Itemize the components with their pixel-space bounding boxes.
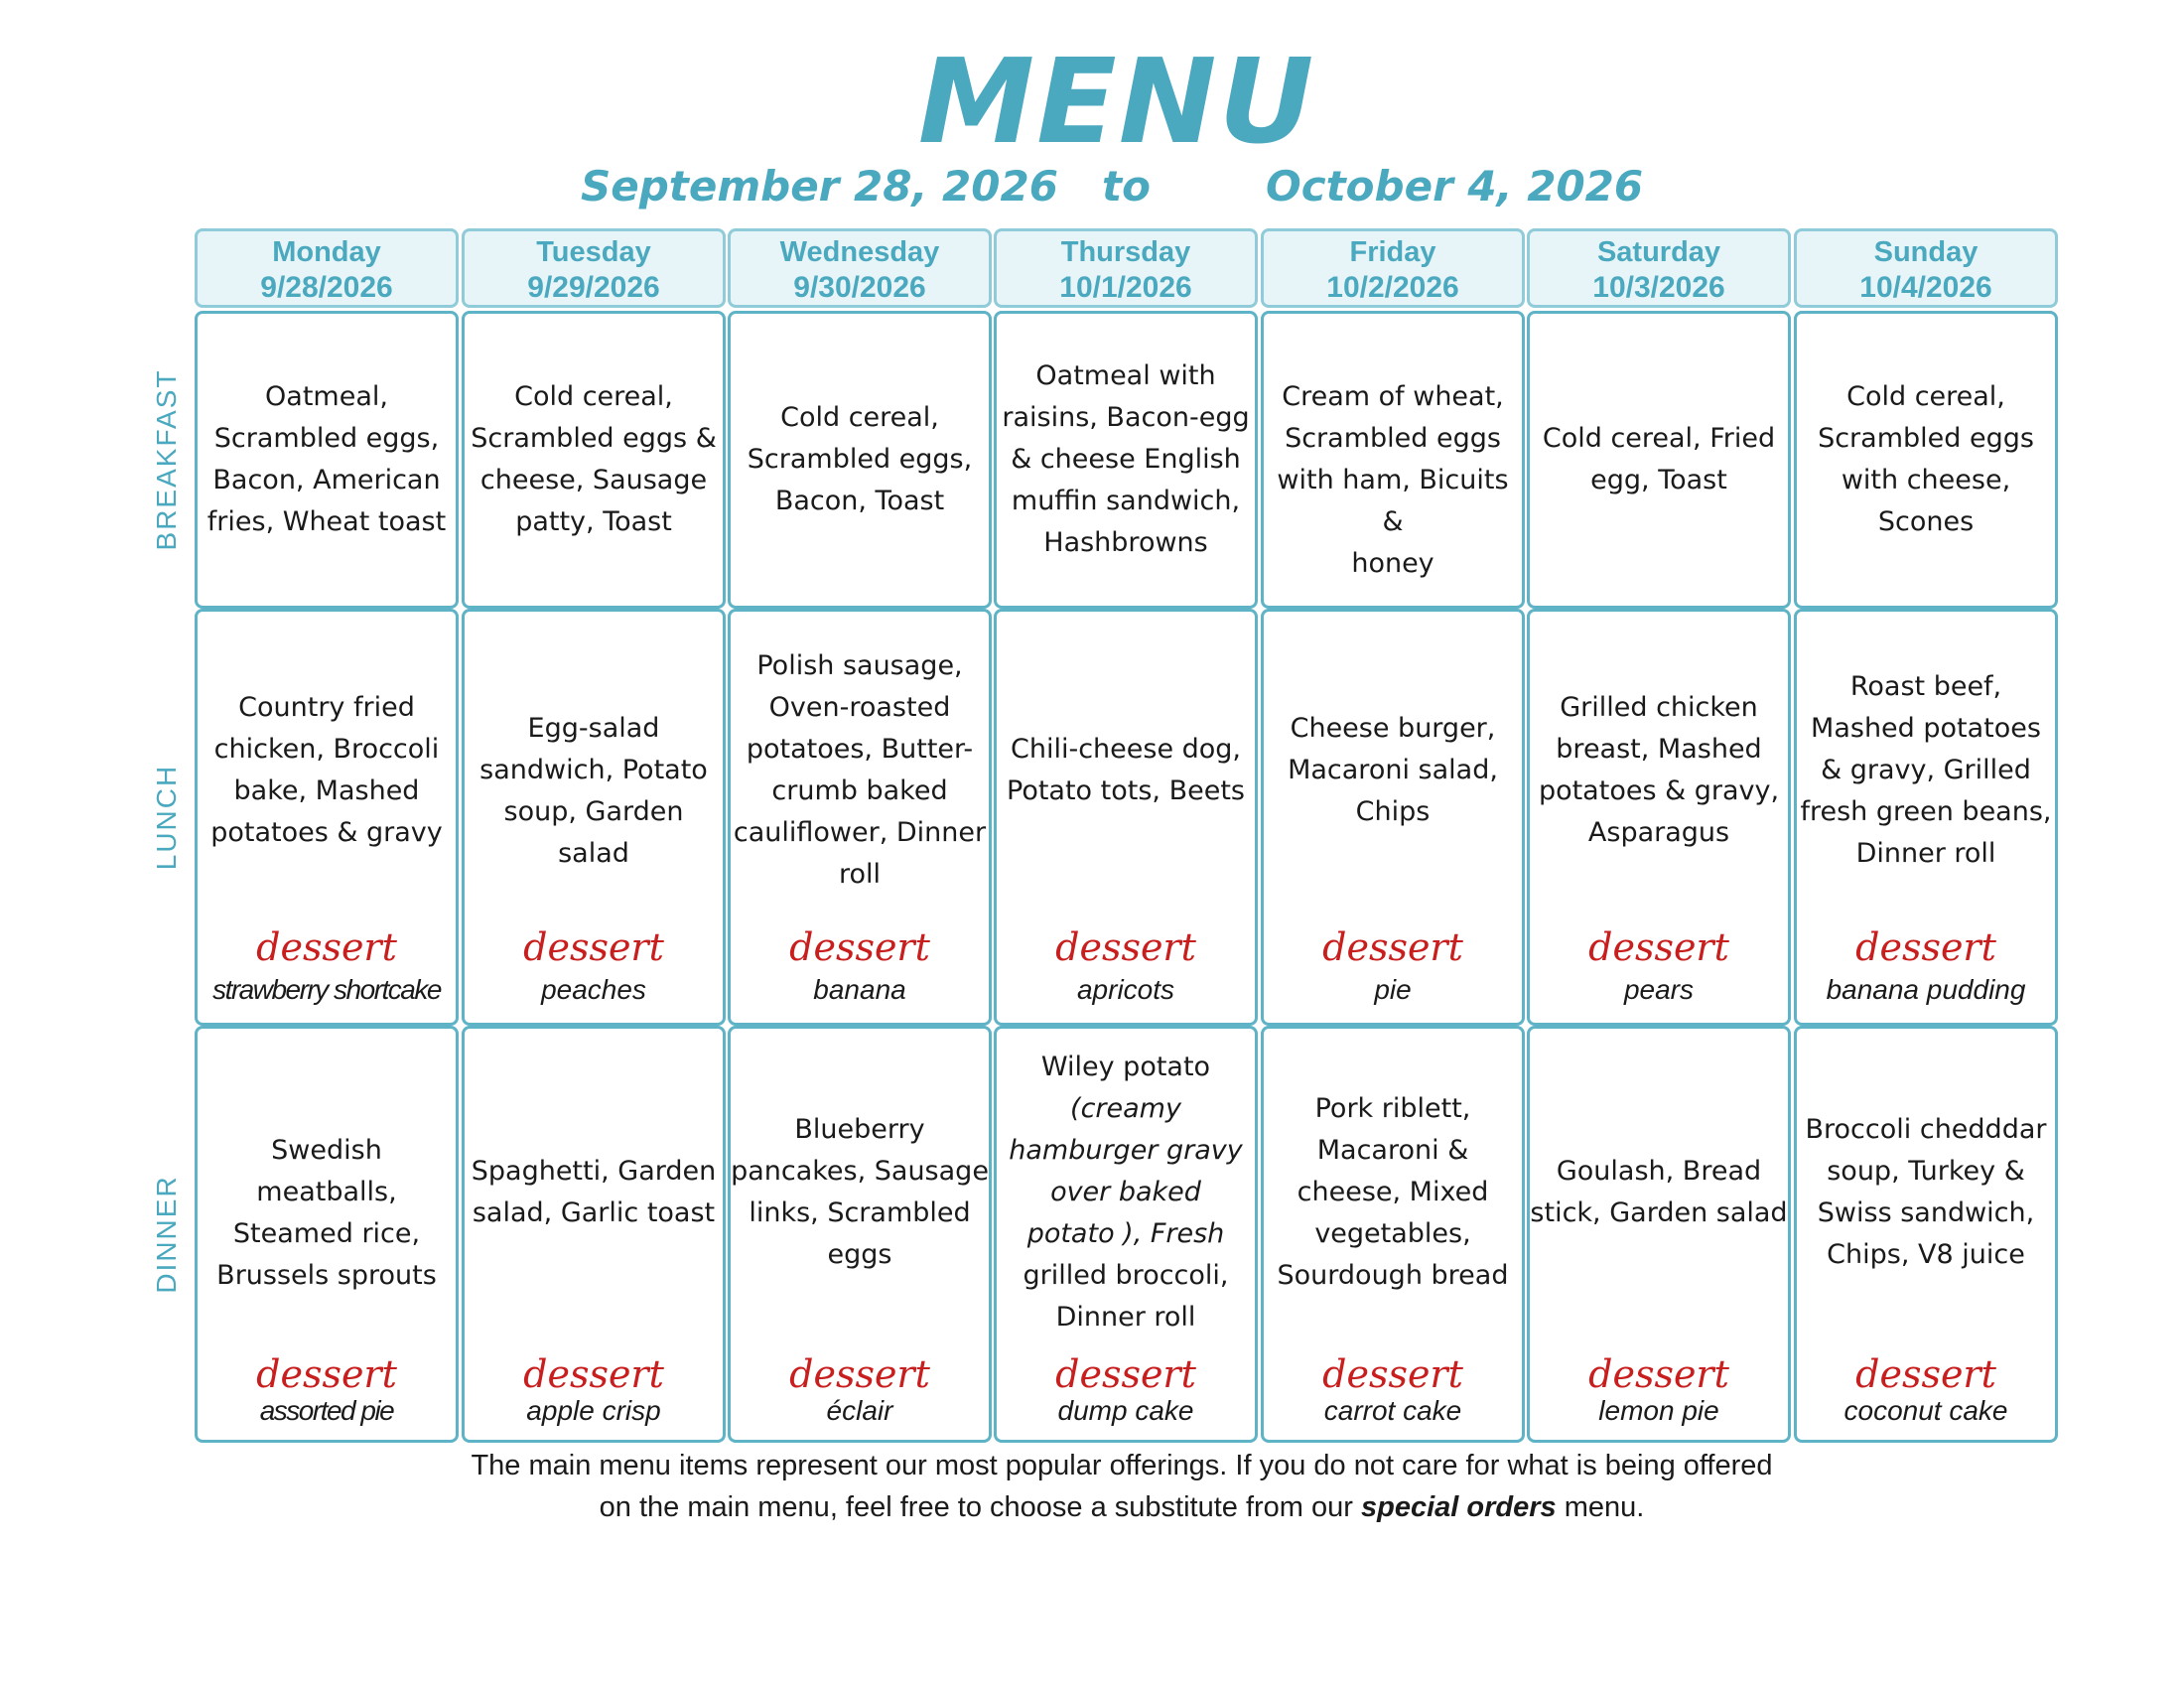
dessert-item: éclair (826, 1395, 893, 1426)
menu-item-line: Pork riblett, (1314, 1093, 1471, 1124)
dessert-label: dessert (1322, 925, 1463, 969)
menu-item-line: eggs (827, 1239, 892, 1270)
dessert-item: banana pudding (1826, 974, 2026, 1005)
menu-item-line: potatoes & gravy, (1538, 775, 1780, 806)
dessert-item: pie (1374, 974, 1412, 1005)
menu-item-line: Bacon, Toast (774, 486, 945, 516)
menu-item-line: Oatmeal with (1035, 360, 1216, 391)
lunch-items (198, 687, 456, 854)
menu-item-line: pancakes, Sausage (731, 1156, 989, 1187)
lunch-cell-sunday (1794, 609, 2058, 1026)
dinner-items (1264, 1088, 1522, 1297)
dinner-cell-friday (1261, 1026, 1525, 1443)
menu-item-line: egg, Toast (1590, 465, 1727, 495)
menu-item-line: Cold cereal, (514, 381, 673, 412)
menu-item-line: bake, Mashed (233, 775, 420, 806)
menu-item-line: Scrambled eggs (1818, 423, 2034, 454)
menu-item-line: Country fried (238, 692, 415, 723)
special-orders-text: special orders (1360, 1491, 1557, 1523)
menu-item-line: breast, Mashed (1556, 734, 1762, 765)
day-header-saturday (1527, 228, 1791, 308)
menu-item-line: chicken, Broccoli (213, 734, 440, 765)
menu-item-line: cheese, Sausage (479, 465, 708, 495)
dessert-label: dessert (789, 925, 930, 969)
menu-item-line: Cold cereal, (1846, 381, 2005, 412)
breakfast-items (198, 376, 456, 543)
dessert-item: dump cake (1057, 1395, 1194, 1426)
day-date: 10/4/2026 (1859, 271, 1992, 304)
day-date: 9/28/2026 (260, 271, 393, 304)
day-header-friday (1261, 228, 1525, 308)
breakfast-items (1530, 418, 1788, 501)
dessert-item: coconut cake (1843, 1395, 2008, 1426)
dessert-label: dessert (256, 925, 397, 969)
dinner-items (1530, 1151, 1788, 1234)
menu-item-line: Polish sausage, (756, 650, 963, 681)
menu-item-line: Scrambled eggs, (747, 444, 973, 475)
day-name: Wednesday (779, 236, 940, 268)
menu-item-line: crumb baked (771, 775, 948, 806)
footer-note (377, 1445, 1866, 1528)
dinner-items (198, 1130, 456, 1297)
day-header-sunday (1794, 228, 2058, 308)
menu-item-line: salad, Garlic toast (472, 1197, 716, 1228)
menu-item-line: Blueberry (794, 1114, 925, 1145)
dinner-cell-thursday (994, 1026, 1258, 1443)
footer-line-2: on the main menu, feel free to choose a substitute from our special orders menu. (599, 1491, 1645, 1523)
dessert-label: dessert (256, 1352, 397, 1396)
breakfast-cell-friday (1261, 311, 1525, 609)
menu-item-line: Hashbrowns (1043, 527, 1208, 558)
menu-item-line: raisins, Bacon-egg (1002, 402, 1250, 433)
menu-title: MENU (917, 33, 1316, 170)
dinner-items (997, 1047, 1255, 1338)
day-date: 10/1/2026 (1059, 271, 1192, 304)
day-name: Saturday (1596, 236, 1721, 268)
menu-item-line: Cheese burger, (1290, 713, 1496, 744)
dessert-item: apricots (1076, 974, 1175, 1005)
menu-item-line: Sourdough bread (1277, 1260, 1509, 1291)
menu-item-line: soup, Turkey & (1827, 1156, 2025, 1187)
day-name: Tuesday (536, 236, 651, 268)
dinner-cell-tuesday (462, 1026, 726, 1443)
lunch-cell-friday (1261, 609, 1525, 1026)
menu-item-line: stick, Garden salad (1530, 1197, 1788, 1228)
menu-item-line: grilled broccoli, (1023, 1260, 1229, 1291)
menu-item-line: Spaghetti, Garden (471, 1156, 717, 1187)
menu-item-line: Swedish meatballs, (256, 1135, 397, 1207)
lunch-cell-monday (195, 609, 459, 1026)
menu-item-line: Mashed potatoes (1811, 713, 2041, 744)
day-header-wednesday (728, 228, 992, 308)
lunch-cell-wednesday (728, 609, 992, 1026)
lunch-cell-thursday (994, 609, 1258, 1026)
menu-item-line: Macaroni salad, (1288, 755, 1498, 785)
day-date: 10/3/2026 (1592, 271, 1725, 304)
menu-item-line: Brussels sprouts (216, 1260, 437, 1291)
breakfast-items (1797, 376, 2055, 543)
dinner-cell-sunday (1794, 1026, 2058, 1443)
dessert-item: strawberry shortcake (212, 974, 441, 1005)
day-name: Friday (1349, 236, 1436, 268)
menu-item-line: sandwich, Potato (479, 755, 708, 785)
breakfast-items (997, 355, 1255, 564)
menu-item-line: Scrambled eggs & (471, 423, 717, 454)
menu-item-line: Potato tots, Beets (1007, 775, 1245, 806)
dessert-label: dessert (1322, 1352, 1463, 1396)
lunch-cell-saturday (1527, 609, 1791, 1026)
lunch-items (1530, 687, 1788, 854)
dinner-cell-monday (195, 1026, 459, 1443)
menu-item-line: Chili-cheese dog, (1010, 734, 1242, 765)
menu-item-line: Wiley potato (1040, 1052, 1211, 1082)
menu-item-line: Scones (1877, 506, 1975, 537)
day-name: Sunday (1873, 236, 1979, 268)
menu-item-line: Asparagus (1587, 817, 1730, 848)
menu-item-line: Macaroni & (1316, 1135, 1469, 1166)
menu-item-line: Swiss sandwich, (1817, 1197, 2035, 1228)
breakfast-items (1264, 376, 1522, 585)
menu-item-line: Broccoli chedddar (1805, 1114, 2047, 1145)
dessert-label: dessert (789, 1352, 930, 1396)
dessert-item: pears (1623, 974, 1695, 1005)
menu-item-line: muffin sandwich, (1011, 486, 1241, 516)
date-start: September 28, 2026 (581, 162, 1058, 211)
day-header-thursday (994, 228, 1258, 308)
breakfast-items (465, 376, 723, 543)
dinner-items (1797, 1109, 2055, 1276)
menu-item-line: fries, Wheat toast (206, 506, 447, 537)
dessert-label: dessert (1055, 1352, 1196, 1396)
dessert-item: assorted pie (259, 1395, 394, 1426)
menu-item-line: Roast beef, (1849, 671, 2002, 702)
menu-item-line: vegetables, (1314, 1218, 1471, 1249)
menu-item-line: & gravy, Grilled (1821, 755, 2031, 785)
menu-item-line: hamburger gravy (1009, 1135, 1243, 1166)
dinner-cell-saturday (1527, 1026, 1791, 1443)
menu-item-line: Egg-salad (527, 713, 660, 744)
menu-item-line: Chips, V8 juice (1827, 1239, 2025, 1270)
menu-item-line: Cold cereal, Fried (1542, 423, 1776, 454)
menu-item-line: Scrambled eggs (1285, 423, 1501, 454)
menu-item-line: Oatmeal, (265, 381, 388, 412)
lunch-items (465, 708, 723, 875)
dessert-label: dessert (1855, 1352, 1996, 1396)
dinner-items (465, 1151, 723, 1234)
menu-item-line: patty, Toast (515, 506, 672, 537)
menu-item-line: Goulash, Bread (1556, 1156, 1762, 1187)
dessert-item: lemon pie (1598, 1395, 1719, 1426)
menu-item-line: Scrambled eggs, (213, 423, 440, 454)
breakfast-cell-tuesday (462, 311, 726, 609)
breakfast-cell-wednesday (728, 311, 992, 609)
menu-item-line: & cheese English (1011, 444, 1241, 475)
menu-item-line: roll (838, 859, 882, 890)
dessert-label: dessert (1855, 925, 1996, 969)
day-header-monday (195, 228, 459, 308)
day-header-tuesday (462, 228, 726, 308)
breakfast-cell-saturday (1527, 311, 1791, 609)
menu-item-line: links, Scrambled (749, 1197, 971, 1228)
menu-item-line: (creamy (1070, 1093, 1181, 1124)
day-name: Thursday (1060, 236, 1191, 268)
menu-item-line: soup, Garden salad (503, 796, 684, 869)
menu-item-line: Grilled chicken (1560, 692, 1758, 723)
menu-item-line: potato ), Fresh (1026, 1218, 1225, 1249)
menu-item-line: cheese, Mixed (1297, 1177, 1489, 1207)
menu-item-line: cauliflower, Dinner (733, 817, 987, 848)
lunch-items (997, 729, 1255, 812)
dessert-label: dessert (523, 925, 664, 969)
dinner-cell-wednesday (728, 1026, 992, 1443)
menu-item-line: Chips (1355, 796, 1431, 827)
menu-item-line: potatoes & gravy (210, 817, 443, 848)
dinner-items (731, 1109, 989, 1276)
menu-item-line: Steamed rice, (232, 1218, 421, 1249)
breakfast-items (731, 397, 989, 522)
lunch-cell-tuesday (462, 609, 726, 1026)
menu-item-line: Dinner roll (1055, 1302, 1196, 1333)
dessert-label: dessert (1055, 925, 1196, 969)
dessert-item: peaches (541, 974, 646, 1005)
menu-item-line: over baked (1050, 1177, 1201, 1207)
dessert-item: carrot cake (1323, 1395, 1462, 1426)
breakfast-cell-monday (195, 311, 459, 609)
lunch-items (731, 645, 989, 896)
lunch-items (1264, 708, 1522, 833)
day-date: 9/30/2026 (793, 271, 926, 304)
footer-line-1: The main menu items represent our most popular offerings. If you do not care for what is being offered (471, 1450, 1773, 1481)
menu-item-line: Cream of wheat, (1282, 381, 1504, 412)
menu-item-line: potatoes, Butter- (746, 734, 974, 765)
menu-item-line: Dinner roll (1855, 838, 1996, 869)
date-to-label: to (1102, 162, 1151, 211)
menu-item-line: with ham, Bicuits & (1277, 465, 1509, 537)
breakfast-cell-thursday (994, 311, 1258, 609)
dessert-label: dessert (1588, 925, 1729, 969)
menu-item-line: honey (1351, 548, 1434, 579)
dessert-item: apple crisp (526, 1395, 661, 1426)
lunch-items (1797, 666, 2055, 875)
menu-item-line: Oven-roasted (768, 692, 951, 723)
dessert-label: dessert (1588, 1352, 1729, 1396)
dessert-item: banana (813, 974, 906, 1005)
menu-item-line: fresh green beans, (1800, 796, 2052, 827)
menu-item-line: Bacon, American (212, 465, 441, 495)
menu-item-line: Cold cereal, (780, 402, 939, 433)
date-end: October 4, 2026 (1266, 162, 1644, 211)
day-name: Monday (272, 236, 381, 268)
day-date: 10/2/2026 (1326, 271, 1459, 304)
breakfast-cell-sunday (1794, 311, 2058, 609)
menu-item-line: with cheese, (1841, 465, 2011, 495)
dessert-label: dessert (523, 1352, 664, 1396)
day-date: 9/29/2026 (527, 271, 660, 304)
